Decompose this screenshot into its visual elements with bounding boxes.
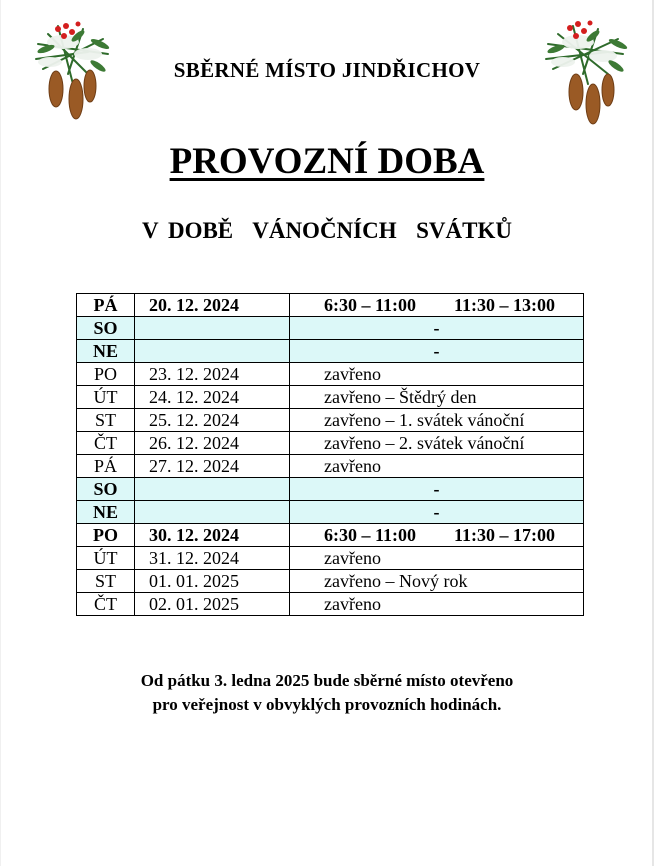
date-cell xyxy=(135,340,290,363)
hours-cell: zavřeno – Štědrý den xyxy=(290,386,584,409)
opening-hours-table xyxy=(76,293,584,616)
table-row xyxy=(77,340,584,363)
afternoon-hours: 11:30 – 17:00 xyxy=(454,525,555,545)
table-row xyxy=(77,524,584,547)
date-cell: 23. 12. 2024 xyxy=(135,363,290,386)
hours-cell xyxy=(290,294,584,317)
table-row xyxy=(77,386,584,409)
date-cell xyxy=(135,317,290,340)
date-cell: 01. 01. 2025 xyxy=(135,570,290,593)
page-title-text: PROVOZNÍ DOBA xyxy=(169,141,485,182)
day-cell: ÚT xyxy=(77,386,135,409)
page-title xyxy=(0,140,654,183)
day-cell: PO xyxy=(77,524,135,547)
date-cell: 26. 12. 2024 xyxy=(135,432,290,455)
table-row xyxy=(77,294,584,317)
hours-cell: zavřeno xyxy=(290,547,584,570)
hours-cell: - xyxy=(290,501,584,524)
date-cell: 27. 12. 2024 xyxy=(135,455,290,478)
hours-cell: zavřeno xyxy=(290,455,584,478)
hours-cell: - xyxy=(290,478,584,501)
day-cell: ČT xyxy=(77,593,135,616)
table-row xyxy=(77,432,584,455)
footer-line-2: pro veřejnost v obvyklých provozních hodinách. xyxy=(152,695,502,714)
day-cell: ST xyxy=(77,409,135,432)
day-cell: SO xyxy=(77,317,135,340)
table-row xyxy=(77,501,584,524)
table-row xyxy=(77,317,584,340)
day-cell: SO xyxy=(77,478,135,501)
day-cell: NE xyxy=(77,340,135,363)
hours-cell: zavřeno xyxy=(290,593,584,616)
day-cell: NE xyxy=(77,501,135,524)
page-edge-left xyxy=(0,0,1,866)
date-cell: 30. 12. 2024 xyxy=(135,524,290,547)
date-cell: 20. 12. 2024 xyxy=(135,294,290,317)
hours-cell: zavřeno xyxy=(290,363,584,386)
page-subtitle: V DOBĚ VÁNOČNÍCH SVÁTKŮ xyxy=(142,218,512,243)
day-cell: PÁ xyxy=(77,294,135,317)
table-row xyxy=(77,547,584,570)
date-cell xyxy=(135,501,290,524)
header-title: SBĚRNÉ MÍSTO JINDŘICHOV xyxy=(173,58,481,82)
date-cell: 02. 01. 2025 xyxy=(135,593,290,616)
footer-note xyxy=(0,669,654,717)
date-cell: 24. 12. 2024 xyxy=(135,386,290,409)
date-cell xyxy=(135,478,290,501)
day-cell: ST xyxy=(77,570,135,593)
table-row xyxy=(77,409,584,432)
table-row xyxy=(77,478,584,501)
date-cell: 25. 12. 2024 xyxy=(135,409,290,432)
table-row xyxy=(77,363,584,386)
afternoon-hours: 11:30 – 13:00 xyxy=(454,295,555,315)
table-row xyxy=(77,455,584,478)
hours-cell: zavřeno – 2. svátek vánoční xyxy=(290,432,584,455)
table-row xyxy=(77,570,584,593)
day-cell: PÁ xyxy=(77,455,135,478)
day-cell: PO xyxy=(77,363,135,386)
day-cell: ČT xyxy=(77,432,135,455)
hours-cell: - xyxy=(290,317,584,340)
footer-line-1: Od pátku 3. ledna 2025 bude sběrné místo otevřeno xyxy=(140,671,514,690)
table-row xyxy=(77,593,584,616)
morning-hours: 6:30 – 11:00 xyxy=(324,525,416,545)
morning-hours: 6:30 – 11:00 xyxy=(324,295,416,315)
day-cell: ÚT xyxy=(77,547,135,570)
hours-cell: - xyxy=(290,340,584,363)
hours-cell xyxy=(290,524,584,547)
hours-cell: zavřeno – 1. svátek vánoční xyxy=(290,409,584,432)
hours-cell: zavřeno – Nový rok xyxy=(290,570,584,593)
date-cell: 31. 12. 2024 xyxy=(135,547,290,570)
